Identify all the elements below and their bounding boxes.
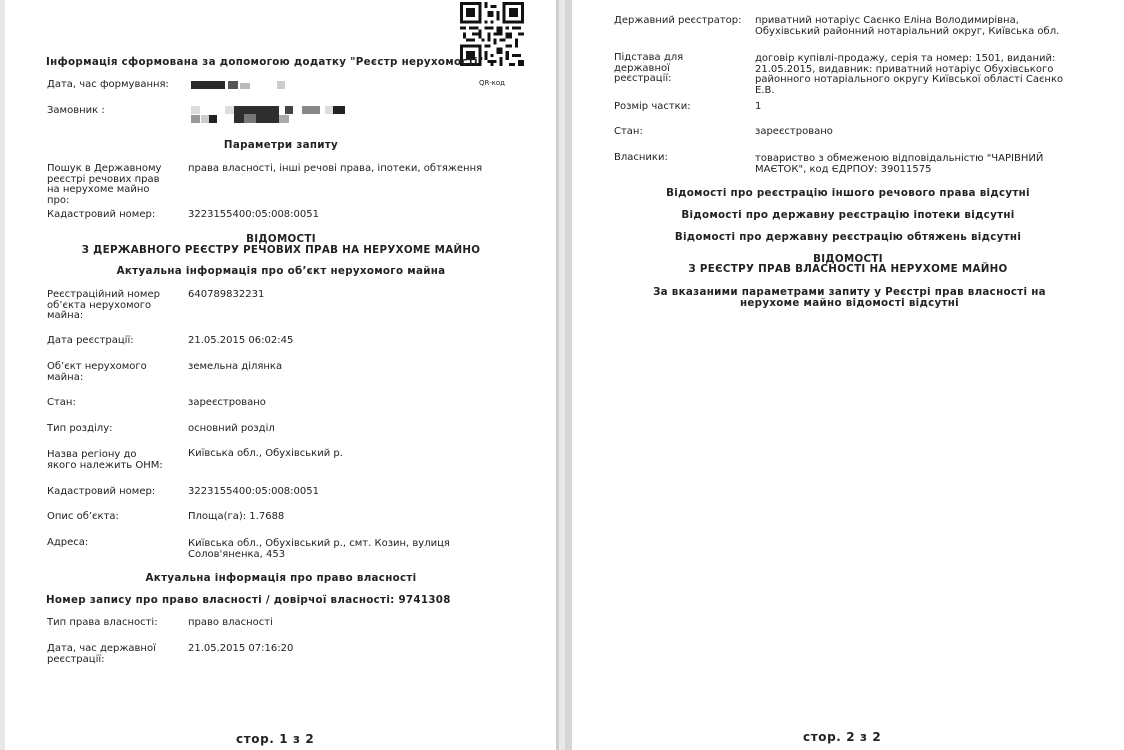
date-label: Дата, час формування: — [47, 79, 169, 90]
row-value: зареєстровано — [188, 397, 266, 408]
page-gap-2 — [565, 0, 572, 750]
row-label: Тип права власності: — [47, 617, 158, 628]
row-label: Власники: — [614, 152, 668, 163]
row-value: земельна ділянка — [188, 361, 283, 372]
row-label: Дата реєстрації: — [47, 335, 134, 346]
row-label: Підстава для державної реєстрації: — [614, 52, 684, 84]
redacted-customer — [191, 106, 351, 124]
section-title-line1: ВІДОМОСТІ — [246, 233, 316, 245]
notice-mortgage: Відомості про державну реєстрацію іпотеки відсутні — [681, 209, 1015, 221]
notice-encumbrance: Відомості про державну реєстрацію обтяжень відсутні — [674, 231, 1022, 243]
row-value: Площа(га): 1.7688 — [188, 511, 285, 522]
notice-other-rights: Відомості про реєстрацію іншого речового права відсутні — [666, 187, 1030, 199]
row-label: Стан: — [47, 397, 76, 408]
document-page-2 — [572, 0, 1124, 750]
record-number-line: Номер запису про право власності / довірчої власності: 9741308 — [46, 594, 451, 606]
row-value: 21.05.2015 07:16:20 — [188, 643, 294, 654]
row-label: Назва регіону до якого належить ОНМ: — [47, 449, 163, 471]
row-label: Об’єкт нерухомого майна: — [47, 361, 147, 383]
row-value: договір купівлі-продажу, серія та номер: 1501, виданий: 21.05.2015, видавник: приватний нотаріус Обухівського районного нотаріального округу Київської області Саєнко Е.В. — [755, 53, 1064, 96]
row-label: Адреса: — [47, 537, 89, 548]
row-value: Київська обл., Обухівський р. — [188, 448, 343, 459]
customer-label: Замовник : — [47, 105, 105, 116]
row-label: Кадастровий номер: — [47, 486, 156, 497]
info-header: Інформація сформована за допомогою додатку "Реєстр нерухомості" — [46, 56, 484, 68]
row-value: приватний нотаріус Саєнко Еліна Володимирівна, Обухівський районний нотаріальний округ, Київська обл. — [755, 15, 1060, 37]
actual-right-title: Актуальна інформація про право власності — [145, 572, 417, 584]
row-value: 21.05.2015 06:02:45 — [188, 335, 294, 346]
row-label: Стан: — [614, 126, 643, 137]
search-label: Пошук в Державному реєстрі речових прав на нерухоме майно про: — [47, 163, 162, 206]
redacted-date — [191, 80, 291, 90]
row-value: 640789832231 — [188, 289, 265, 300]
row-value: Київська обл., Обухівський р., смт. Козин, вулиця Солов'яненка, 453 — [188, 538, 450, 560]
params-title: Параметри запиту — [223, 139, 339, 151]
actual-object-title: Актуальна інформація про об’єкт нерухомого майна — [116, 265, 446, 277]
page-footer: стор. 1 з 2 — [236, 732, 315, 746]
row-value: основний розділ — [188, 423, 275, 434]
row-label: Дата, час державної реєстрації: — [47, 643, 156, 665]
section-title-line2: З РЕЄСТРУ ПРАВ ВЛАСНОСТІ НА НЕРУХОМЕ МАЙНО — [688, 263, 1008, 275]
row-value: 3223155400:05:008:0051 — [188, 486, 319, 497]
row-label: Реєстраційний номер об’єкта нерухомого майна: — [47, 289, 160, 321]
document-page-1 — [5, 0, 556, 750]
row-value: 1 — [755, 101, 762, 112]
search-value: права власності, інші речові права, іпотеки, обтяження — [188, 163, 483, 174]
page-gap — [556, 0, 559, 750]
row-value: право власності — [188, 617, 273, 628]
row-label: Опис об’єкта: — [47, 511, 119, 522]
absent-text: За вказаними параметрами запиту у Реєстрі прав власності на нерухоме майно відомості відсутні — [653, 286, 1046, 309]
row-label: Тип розділу: — [47, 423, 113, 434]
qr-caption: QR-код — [479, 79, 505, 87]
section-title-line2: З ДЕРЖАВНОГО РЕЄСТРУ РЕЧОВИХ ПРАВ НА НЕРУХОМЕ МАЙНО — [81, 244, 481, 256]
row-value: товариство з обмеженою відповідальністю "ЧАРІВНИЙ МАЄТОК", код ЄДРПОУ: 39011575 — [755, 153, 1044, 175]
cadastral-value: 3223155400:05:008:0051 — [188, 209, 319, 220]
section-title-line1: ВІДОМОСТІ — [813, 253, 883, 265]
row-value: зареєстровано — [755, 126, 833, 137]
page-footer: стор. 2 з 2 — [803, 730, 882, 744]
row-label: Державний реєстратор: — [614, 15, 742, 26]
cadastral-label: Кадастровий номер: — [47, 209, 156, 220]
row-label: Розмір частки: — [614, 101, 691, 112]
